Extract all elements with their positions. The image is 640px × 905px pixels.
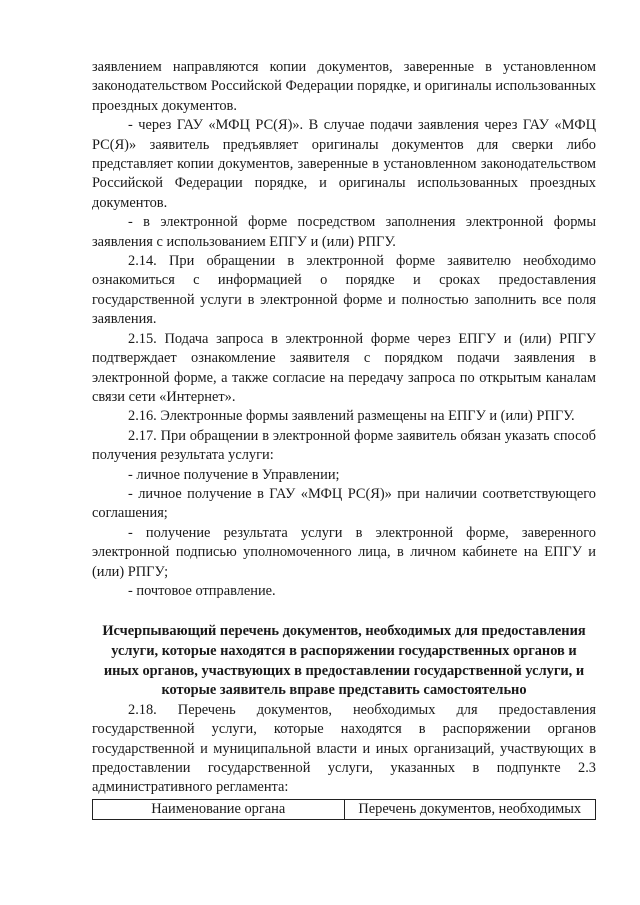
list-item-electronic: - получение результата услуги в электронной форме, заверенного электронной подписью уполномоченного лица, в личном кабинете на ЕПГУ и (или) РПГУ; — [92, 524, 596, 580]
list-item-personal-mfc: - личное получение в ГАУ «МФЦ РС(Я)» при наличии соответствующего соглашения; — [92, 485, 596, 522]
paragraph-mfc-option: - через ГАУ «МФЦ РС(Я)». В случае подачи заявления через ГАУ «МФЦ РС(Я)» заявитель предъявляет оригиналы документов для сверки либо представляет копии документов, заверенные в установленном законодательством Российской Федерации порядке, и оригиналы использованных проездных документов. — [92, 117, 596, 211]
paragraph-2-17: 2.17. При обращении в электронной форме заявитель обязан указать способ получения результата услуги: — [92, 427, 596, 464]
paragraph-2-18: 2.18. Перечень документов, необходимых для предоставления государственной услуги, которые находятся в распоряжении органов государственной и муниципальной власти и иных организаций, участвующих в предоставлении государственной услуги, указанных в подпункте 2.3 административного регламента: — [92, 701, 596, 796]
table-header-cell: Перечень документов, необходимых — [344, 799, 596, 819]
table-header-cell: Наименование органа — [93, 799, 345, 819]
list-item-personal-office: - личное получение в Управлении; — [128, 466, 340, 483]
document-page — [92, 58, 596, 820]
documents-table — [92, 799, 596, 820]
paragraph-electronic-option: - в электронной форме посредством заполнения электронной формы заявления с использованием ЕПГУ и (или) РПГУ. — [92, 214, 596, 250]
paragraph-2-16: 2.16. Электронные формы заявлений размещены на ЕПГУ и (или) РПГУ. — [128, 408, 575, 425]
table-header-row — [93, 799, 596, 819]
section-heading: Исчерпывающий перечень документов, необходимых для предоставления услуги, которые находятся в распоряжении государственных органов и иных органов, участвующих в предоставлении государственной услуги, и которые заявитель вправе представить самостоятельно — [102, 623, 586, 699]
paragraph-continuation: заявлением направляются копии документов, заверенные в установленном законодательством Российской Федерации порядке, и оригиналы использованных проездных документов. — [92, 59, 596, 114]
paragraph-2-15: 2.15. Подача запроса в электронной форме через ЕПГУ и (или) РПГУ подтверждает ознакомление заявителя с порядком подачи заявления в электронной форме, а также согласие на передачу запроса по открытым каналам связи сети «Интернет». — [92, 330, 596, 405]
list-item-postal: - почтовое отправление. — [128, 582, 276, 599]
paragraph-2-14: 2.14. При обращении в электронной форме заявителю необходимо ознакомиться с информацией о порядке и сроках предоставления государственной услуги в электронной форме и полностью заполнить все поля заявления. — [92, 253, 596, 328]
